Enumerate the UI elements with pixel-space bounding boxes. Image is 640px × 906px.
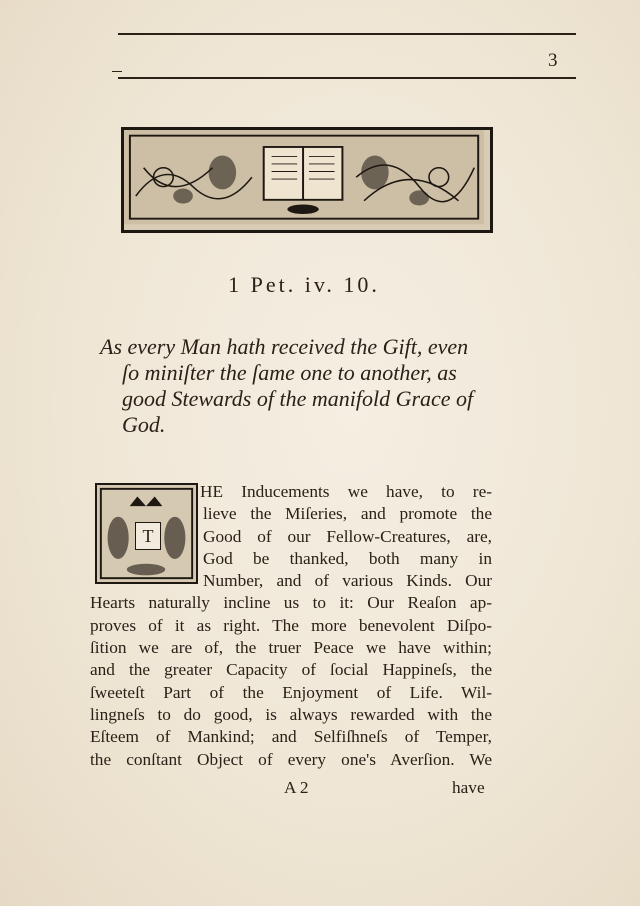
initial-letter: T bbox=[135, 522, 161, 550]
body-line: and the greater Capacity of ſocial Happineſs, the bbox=[90, 660, 492, 680]
body-line: Hearts naturally incline us to it: Our Reaſon ap- bbox=[90, 593, 492, 613]
body-line: HE Inducements we have, to re- bbox=[200, 482, 492, 501]
body-line: ſweeteſt Part of the Enjoyment of Life. Wil- bbox=[90, 682, 492, 702]
epigraph-line: God. bbox=[122, 412, 166, 437]
body-line: Good of our Fellow-Creatures, are, bbox=[203, 526, 492, 546]
body-line: God be thanked, both many in bbox=[203, 548, 492, 568]
body-line: lingneſs to do good, is always rewarded with the bbox=[90, 704, 492, 724]
body-line: Number, and of various Kinds. Our bbox=[203, 571, 492, 591]
epigraph-line: ſo miniſter the ſame one to another, as bbox=[122, 360, 457, 385]
epigraph-line: good Stewards of the manifold Grace of bbox=[122, 386, 474, 411]
header-rule-dash bbox=[112, 71, 122, 72]
headpiece-ornament bbox=[121, 127, 493, 233]
body-line: Eſteem of Mankind; and Selfiſhneſs of Temper, bbox=[90, 727, 492, 747]
header-rule-bottom bbox=[118, 77, 576, 79]
body-line: ſition we are of, the truer Peace we have within; bbox=[90, 638, 492, 658]
body-line: proves of it as right. The more benevolent Diſpo- bbox=[90, 615, 492, 635]
body-text bbox=[90, 481, 492, 771]
page-number: 3 bbox=[548, 50, 558, 71]
body-line: lieve the Miſeries, and promote the bbox=[203, 504, 492, 524]
header-rule-top bbox=[118, 33, 576, 35]
signature-mark: A 2 bbox=[284, 778, 309, 797]
body-line: the conſtant Object of every one's Averſion. We bbox=[90, 749, 492, 769]
epigraph bbox=[100, 334, 500, 438]
scripture-reference: 1 Pet. iv. 10. bbox=[228, 272, 380, 297]
catchword: have bbox=[452, 778, 485, 797]
epigraph-line: As every Man hath received the Gift, even bbox=[100, 334, 469, 359]
